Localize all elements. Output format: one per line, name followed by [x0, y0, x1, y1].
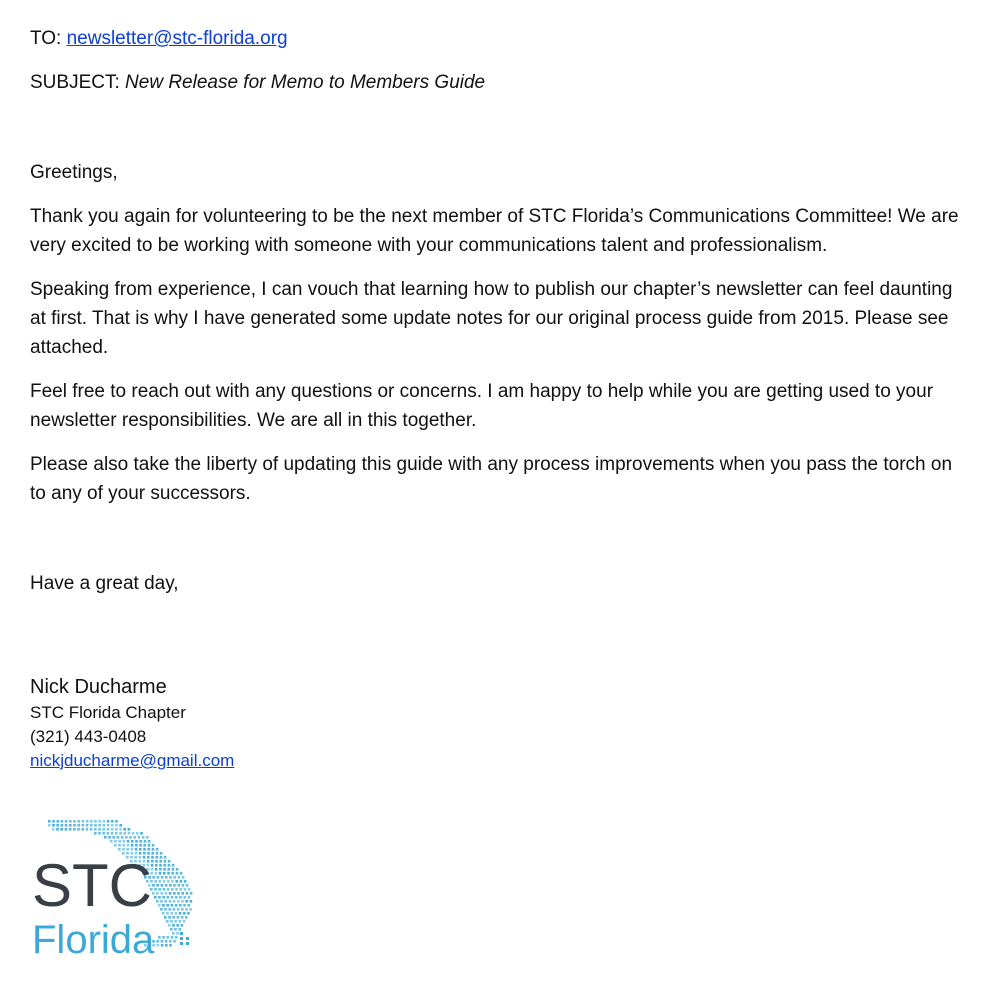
- map-dot: [119, 824, 122, 827]
- map-dot: [168, 864, 171, 867]
- map-dot: [77, 820, 80, 823]
- map-dot: [161, 940, 164, 943]
- map-dot: [161, 884, 164, 887]
- map-dot: [182, 884, 185, 887]
- to-label: TO:: [30, 28, 62, 49]
- map-dot: [56, 828, 59, 831]
- map-dot: [102, 828, 105, 831]
- map-dot: [140, 832, 143, 835]
- map-dot: [173, 884, 176, 887]
- signature-organization: STC Florida Chapter: [30, 703, 186, 722]
- map-dot: [158, 904, 161, 907]
- map-dot: [168, 916, 171, 919]
- map-dot: [166, 904, 169, 907]
- map-dot: [90, 824, 93, 827]
- map-dot: [82, 820, 85, 823]
- map-dot: [107, 824, 110, 827]
- map-dot: [77, 828, 80, 831]
- map-dot: [183, 912, 186, 915]
- map-dot: [69, 828, 72, 831]
- map-dot: [179, 920, 182, 923]
- map-dot: [186, 892, 189, 895]
- map-dot: [156, 900, 159, 903]
- map-dot: [183, 904, 186, 907]
- map-dot: [190, 900, 193, 903]
- map-dot: [171, 896, 174, 899]
- map-dot: [170, 912, 173, 915]
- map-dot: [102, 832, 105, 835]
- map-dot: [185, 900, 188, 903]
- map-dot: [176, 924, 179, 927]
- map-dot: [180, 872, 183, 875]
- map-dot: [48, 820, 51, 823]
- map-dot: [172, 868, 175, 871]
- map-dot: [156, 848, 159, 851]
- map-dot: [164, 856, 167, 859]
- map-dot: [178, 876, 181, 879]
- closing: Have a great day,: [30, 573, 179, 594]
- map-dot: [52, 828, 55, 831]
- map-dot: [169, 900, 172, 903]
- map-dot: [166, 920, 169, 923]
- signature-phone: (321) 443-0408: [30, 727, 147, 746]
- map-dot: [179, 912, 182, 915]
- signature-email-line: [30, 749, 970, 773]
- map-dot: [183, 896, 186, 899]
- map-dot: [171, 880, 174, 883]
- map-dot: [181, 916, 184, 919]
- map-dot: [115, 820, 118, 823]
- map-dot: [114, 840, 117, 843]
- map-dot: [175, 888, 178, 891]
- map-dot: [168, 908, 171, 911]
- greeting: Greetings,: [30, 162, 118, 183]
- map-dot: [167, 868, 170, 871]
- map-dot: [167, 872, 170, 875]
- map-dot: [115, 828, 118, 831]
- map-dot: [170, 920, 173, 923]
- map-dot: [56, 820, 59, 823]
- map-dot: [180, 942, 183, 945]
- signature-name: Nick Ducharme: [30, 676, 167, 698]
- stc-florida-logo: [30, 816, 200, 961]
- map-dot: [179, 896, 182, 899]
- map-dot: [119, 828, 122, 831]
- map-dot: [157, 876, 160, 879]
- map-dot: [135, 848, 138, 851]
- map-dot: [169, 940, 172, 943]
- map-dot: [160, 900, 163, 903]
- map-dot: [162, 912, 165, 915]
- map-dot: [61, 820, 64, 823]
- map-dot: [165, 940, 168, 943]
- map-dot: [123, 832, 126, 835]
- map-dot: [131, 840, 134, 843]
- map-dot: [131, 844, 134, 847]
- map-dot: [94, 824, 97, 827]
- map-dot: [128, 832, 131, 835]
- map-dot: [126, 848, 129, 851]
- signature-block: [30, 673, 970, 773]
- map-dot: [111, 820, 114, 823]
- map-dot: [189, 908, 192, 911]
- map-dot: [166, 936, 169, 939]
- map-dot: [176, 932, 179, 935]
- map-dot: [162, 896, 165, 899]
- map-dot: [184, 880, 187, 883]
- map-dot: [138, 836, 141, 839]
- map-dot: [86, 820, 89, 823]
- map-dot: [176, 872, 179, 875]
- map-dot: [164, 900, 167, 903]
- map-dot: [175, 912, 178, 915]
- map-dot: [111, 824, 114, 827]
- map-dot: [185, 916, 188, 919]
- map-dot: [143, 848, 146, 851]
- map-dot: [167, 888, 170, 891]
- map-dot: [184, 888, 187, 891]
- map-dot: [177, 900, 180, 903]
- map-dot: [86, 828, 89, 831]
- map-dot: [175, 904, 178, 907]
- map-dot: [181, 924, 184, 927]
- map-dot: [133, 836, 136, 839]
- map-dot: [82, 824, 85, 827]
- map-dot: [94, 828, 97, 831]
- map-dot: [156, 884, 159, 887]
- map-dot: [177, 908, 180, 911]
- map-dot: [169, 884, 172, 887]
- map-dot: [172, 916, 175, 919]
- map-dot: [98, 828, 101, 831]
- map-dot: [174, 920, 177, 923]
- map-dot: [162, 904, 165, 907]
- map-dot: [86, 824, 89, 827]
- map-dot: [173, 900, 176, 903]
- map-dot: [169, 944, 172, 947]
- map-dot: [161, 876, 164, 879]
- map-dot: [175, 936, 178, 939]
- map-dot: [165, 884, 168, 887]
- map-dot: [107, 820, 110, 823]
- map-dot: [103, 824, 106, 827]
- map-dot: [121, 836, 124, 839]
- map-dot: [139, 848, 142, 851]
- map-dot: [159, 864, 162, 867]
- map-dot: [190, 892, 193, 895]
- map-dot: [90, 820, 93, 823]
- email-memo: [30, 24, 970, 773]
- map-dot: [181, 900, 184, 903]
- map-dot: [111, 832, 114, 835]
- map-dot: [152, 848, 155, 851]
- map-dot: [156, 892, 159, 895]
- map-dot: [173, 892, 176, 895]
- map-dot: [73, 828, 76, 831]
- map-dot: [144, 840, 147, 843]
- map-dot: [155, 872, 158, 875]
- map-dot: [159, 860, 162, 863]
- map-dot: [77, 824, 80, 827]
- map-dot: [152, 884, 155, 887]
- map-dot: [73, 824, 76, 827]
- map-dot: [123, 840, 126, 843]
- map-dot: [161, 944, 164, 947]
- map-dot: [114, 844, 117, 847]
- map-dot: [115, 832, 118, 835]
- map-dot: [169, 892, 172, 895]
- map-dot: [98, 832, 101, 835]
- map-dot: [56, 824, 59, 827]
- map-dot: [69, 820, 72, 823]
- map-dot: [173, 876, 176, 879]
- map-dot: [143, 844, 146, 847]
- map-dot: [163, 888, 166, 891]
- map-dot: [166, 912, 169, 915]
- map-dot: [180, 937, 183, 940]
- map-dot: [165, 892, 168, 895]
- map-dot: [154, 880, 157, 883]
- map-dot: [107, 828, 110, 831]
- map-dot: [156, 940, 159, 943]
- map-dot: [171, 904, 174, 907]
- map-dot: [107, 832, 110, 835]
- map-dot: [131, 848, 134, 851]
- map-dot: [175, 896, 178, 899]
- map-dot: [132, 832, 135, 835]
- map-dot: [48, 824, 51, 827]
- body-paragraph-1: Thank you again for volunteering to be the next member of STC Florida’s Communications Committee! We are very excited to be working with someone with your communications talent and professionalism.: [30, 206, 959, 256]
- map-dot: [155, 868, 158, 871]
- map-dot: [172, 864, 175, 867]
- map-dot: [52, 824, 55, 827]
- map-dot: [170, 928, 173, 931]
- map-dot: [163, 872, 166, 875]
- map-dot: [155, 856, 158, 859]
- map-dot: [156, 852, 159, 855]
- map-dot: [94, 820, 97, 823]
- map-dot: [98, 824, 101, 827]
- map-dot: [176, 868, 179, 871]
- map-dot: [90, 828, 93, 831]
- map-dot: [181, 892, 184, 895]
- map-dot: [118, 840, 121, 843]
- map-dot: [177, 884, 180, 887]
- map-dot: [178, 928, 181, 931]
- logo-florida-text: Florida: [32, 918, 155, 961]
- map-dot: [177, 916, 180, 919]
- map-dot: [65, 828, 68, 831]
- map-dot: [115, 824, 118, 827]
- map-dot: [163, 864, 166, 867]
- map-dot: [172, 932, 175, 935]
- map-dot: [183, 920, 186, 923]
- map-dot: [165, 944, 168, 947]
- map-dot: [148, 844, 151, 847]
- map-dot: [179, 888, 182, 891]
- map-dot: [171, 936, 174, 939]
- map-dot: [69, 824, 72, 827]
- map-dot: [61, 824, 64, 827]
- map-dot: [171, 872, 174, 875]
- map-dot: [118, 844, 121, 847]
- map-dot: [73, 820, 76, 823]
- map-dot: [122, 844, 125, 847]
- map-dot: [173, 908, 176, 911]
- map-dot: [165, 876, 168, 879]
- map-dot: [187, 912, 190, 915]
- signature-email-link[interactable]: nickjducharme@gmail.com: [30, 751, 235, 770]
- map-dot: [164, 860, 167, 863]
- map-dot: [159, 868, 162, 871]
- map-dot: [181, 908, 184, 911]
- map-dot: [148, 840, 151, 843]
- map-dot: [135, 844, 138, 847]
- map-dot: [111, 828, 114, 831]
- map-dot: [127, 840, 130, 843]
- map-dot: [173, 940, 176, 943]
- map-dot: [142, 836, 145, 839]
- map-dot: [152, 844, 155, 847]
- map-dot: [180, 932, 183, 935]
- map-dot: [139, 844, 142, 847]
- map-dot: [168, 924, 171, 927]
- map-dot: [167, 880, 170, 883]
- map-dot: [81, 828, 84, 831]
- subject-label: SUBJECT:: [30, 72, 120, 93]
- map-dot: [169, 876, 172, 879]
- to-line: [30, 24, 970, 53]
- map-dot: [180, 880, 183, 883]
- map-dot: [136, 832, 139, 835]
- logo-stc-text: STC: [32, 852, 152, 919]
- map-dot: [60, 828, 63, 831]
- body-paragraph-4: Please also take the liberty of updating this guide with any process improvements when you pass the torch on to any of your successors.: [30, 454, 953, 504]
- map-dot: [110, 840, 113, 843]
- map-dot: [160, 852, 163, 855]
- map-dot: [154, 888, 157, 891]
- map-dot: [188, 896, 191, 899]
- map-dot: [158, 888, 161, 891]
- map-dot: [94, 832, 97, 835]
- map-dot: [154, 896, 157, 899]
- map-dot: [122, 848, 125, 851]
- map-dot: [146, 836, 149, 839]
- map-dot: [162, 936, 165, 939]
- stc-florida-logo-graphic: [30, 816, 200, 961]
- to-address-link[interactable]: newsletter@stc-florida.org: [66, 28, 288, 49]
- map-dot: [182, 876, 185, 879]
- map-dot: [157, 944, 160, 947]
- map-dot: [155, 864, 158, 867]
- map-dot: [163, 868, 166, 871]
- map-dot: [52, 820, 55, 823]
- map-dot: [187, 904, 190, 907]
- map-dot: [147, 848, 150, 851]
- map-dot: [108, 836, 111, 839]
- map-dot: [103, 820, 106, 823]
- map-dot: [139, 840, 142, 843]
- map-dot: [118, 848, 121, 851]
- map-dot: [168, 860, 171, 863]
- map-dot: [65, 824, 68, 827]
- map-dot: [129, 836, 132, 839]
- map-dot: [186, 937, 189, 940]
- body-paragraph-3: Feel free to reach out with any questions or concerns. I am happy to help while you are getting used to your newsletter responsibilities. We are all in this together.: [30, 381, 934, 431]
- map-dot: [177, 892, 180, 895]
- map-dot: [179, 904, 182, 907]
- subject-text: New Release for Memo to Members Guide: [125, 72, 486, 93]
- map-dot: [127, 844, 130, 847]
- map-dot: [164, 916, 167, 919]
- map-dot: [119, 832, 122, 835]
- map-dot: [159, 872, 162, 875]
- map-dot: [160, 892, 163, 895]
- map-dot: [117, 836, 120, 839]
- map-dot: [185, 908, 188, 911]
- map-dot: [152, 892, 155, 895]
- map-dot: [172, 924, 175, 927]
- map-dot: [152, 876, 155, 879]
- map-dot: [125, 836, 128, 839]
- map-dot: [112, 836, 115, 839]
- map-dot: [123, 828, 126, 831]
- map-dot: [155, 860, 158, 863]
- map-dot: [98, 820, 101, 823]
- body-paragraph-2: Speaking from experience, I can vouch that learning how to publish our chapter’s newsletter can feel daunting at first. That is why I have generated some update notes for our original process guide from 2015. Please see attached.: [30, 279, 953, 358]
- map-dot: [188, 888, 191, 891]
- map-dot: [128, 828, 131, 831]
- subject-line: [30, 68, 970, 97]
- map-dot: [167, 896, 170, 899]
- map-dot: [160, 908, 163, 911]
- map-dot: [175, 880, 178, 883]
- map-dot: [163, 880, 166, 883]
- map-dot: [104, 836, 107, 839]
- map-dot: [159, 880, 162, 883]
- map-dot: [186, 942, 189, 945]
- map-dot: [135, 840, 138, 843]
- map-dot: [171, 888, 174, 891]
- map-dot: [186, 884, 189, 887]
- map-dot: [174, 928, 177, 931]
- map-dot: [160, 856, 163, 859]
- map-dot: [65, 820, 68, 823]
- map-dot: [158, 896, 161, 899]
- map-dot: [164, 908, 167, 911]
- map-dot: [158, 936, 161, 939]
